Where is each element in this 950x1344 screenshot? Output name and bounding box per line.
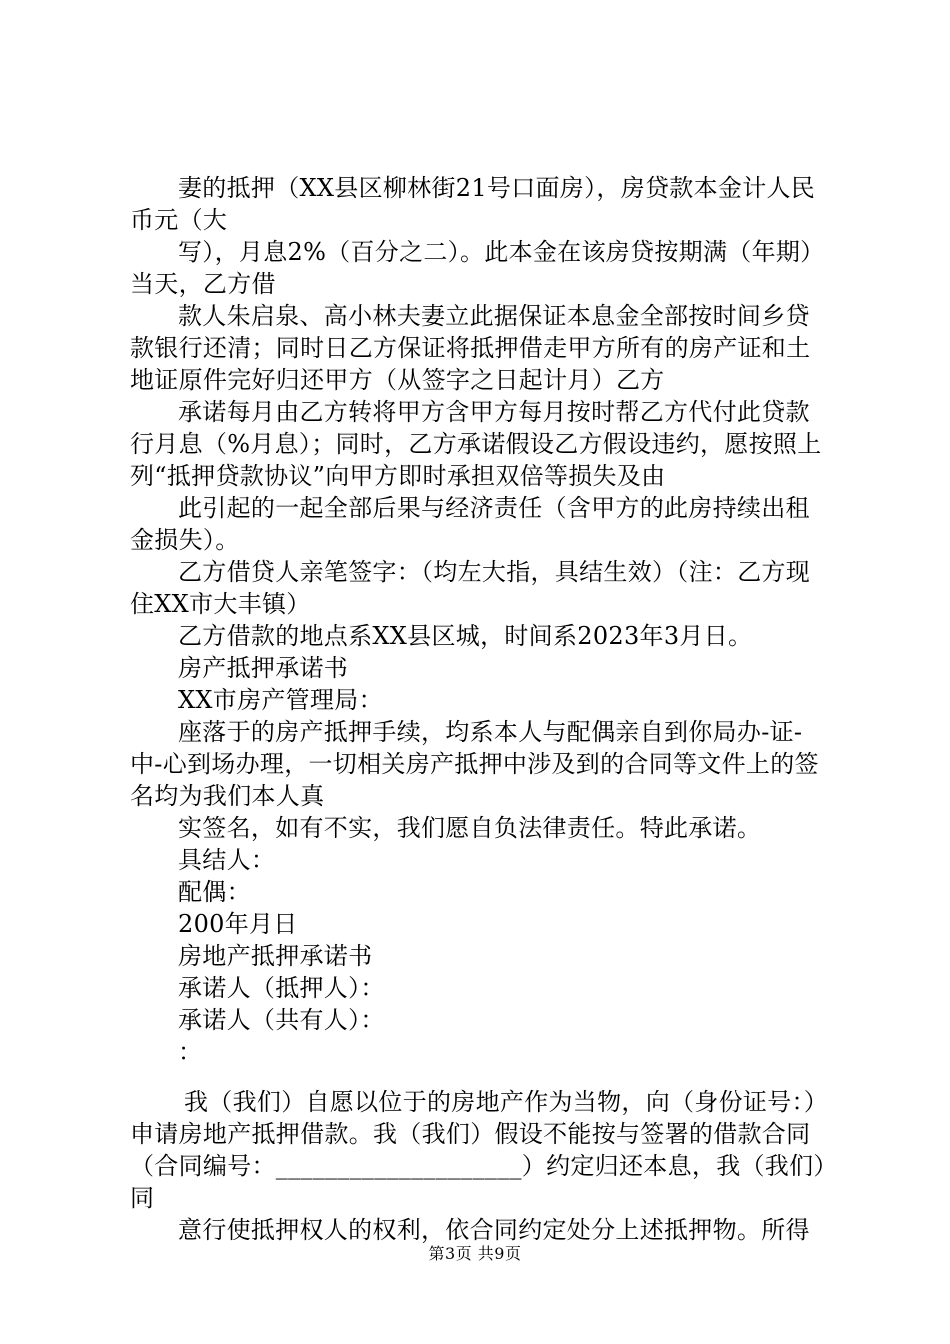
paragraph: 承诺每月由乙方转将甲方含甲方每月按时帮乙方代付此贷款行月息（%月息）；同时，乙方承诺假设乙方假设违约，愿按照上列“抵押贷款协议”向甲方即时承担双倍等损失及由 [130,398,822,490]
page-footer: 第3页 共9页 [428,1244,522,1263]
section-heading: 房地产抵押承诺书 [178,942,373,970]
paragraph: 实签名，如有不实，我们愿自负法律责任。特此承诺。 [178,814,762,842]
paragraph: 乙方借款的地点系XX县区城，时间系2023年3月日。 [178,622,753,650]
section-heading: 房产抵押承诺书 [178,654,349,682]
paragraph: 意行使抵押权人的权利，依合同约定处分上述抵押物。所得 [178,1216,810,1244]
signature-line: 承诺人（共有人）： [178,1006,385,1034]
paragraph: 款人朱启泉、高小林夫妻立此据保证本息金全部按时间乡贷款银行还清；同时日乙方保证将抵押借走甲方所有的房产证和土地证原件完好归还甲方（从签字之日起计月）乙方 [130,302,811,394]
date-line: 200年月日 [178,910,298,938]
signature-line: 具结人： [178,846,276,874]
signature-line: ： [178,1038,203,1066]
document-body [130,172,830,1246]
signature-line: 承诺人（抵押人）： [178,974,385,1002]
paragraph-gap [130,1068,830,1086]
paragraph: 写），月息2%（百分之二）。此本金在该房贷按期满（年期）当天，乙方借 [130,238,825,298]
addressee: XX市房产管理局： [178,686,383,714]
paragraph: 乙方借贷人亲笔签字：（均左大指，具结生效）（注：乙方现住XX市大丰镇） [130,558,811,618]
paragraph: 座落于的房产抵押手续，均系本人与配偶亲自到你局办-证-中-心到场办理，一切相关房产抵押中涉及到的合同等文件上的签名均为我们本人真 [130,718,819,810]
paragraph: 我（我们）自愿以位于的房地产作为当物，向（身份证号：）申请房地产抵押借款。我（我们）假设不能按与签署的借款合同（合同编号：____________________）约定归还本息，我（我们）同 [130,1088,829,1212]
signature-line: 配偶： [178,878,251,906]
paragraph: 妻的抵押（XX县区柳林街21号口面房），房贷款本金计人民币元（大 [130,174,816,234]
paragraph: 此引起的一起全部后果与经济责任（含甲方的此房持续出租金损失）。 [130,494,810,554]
